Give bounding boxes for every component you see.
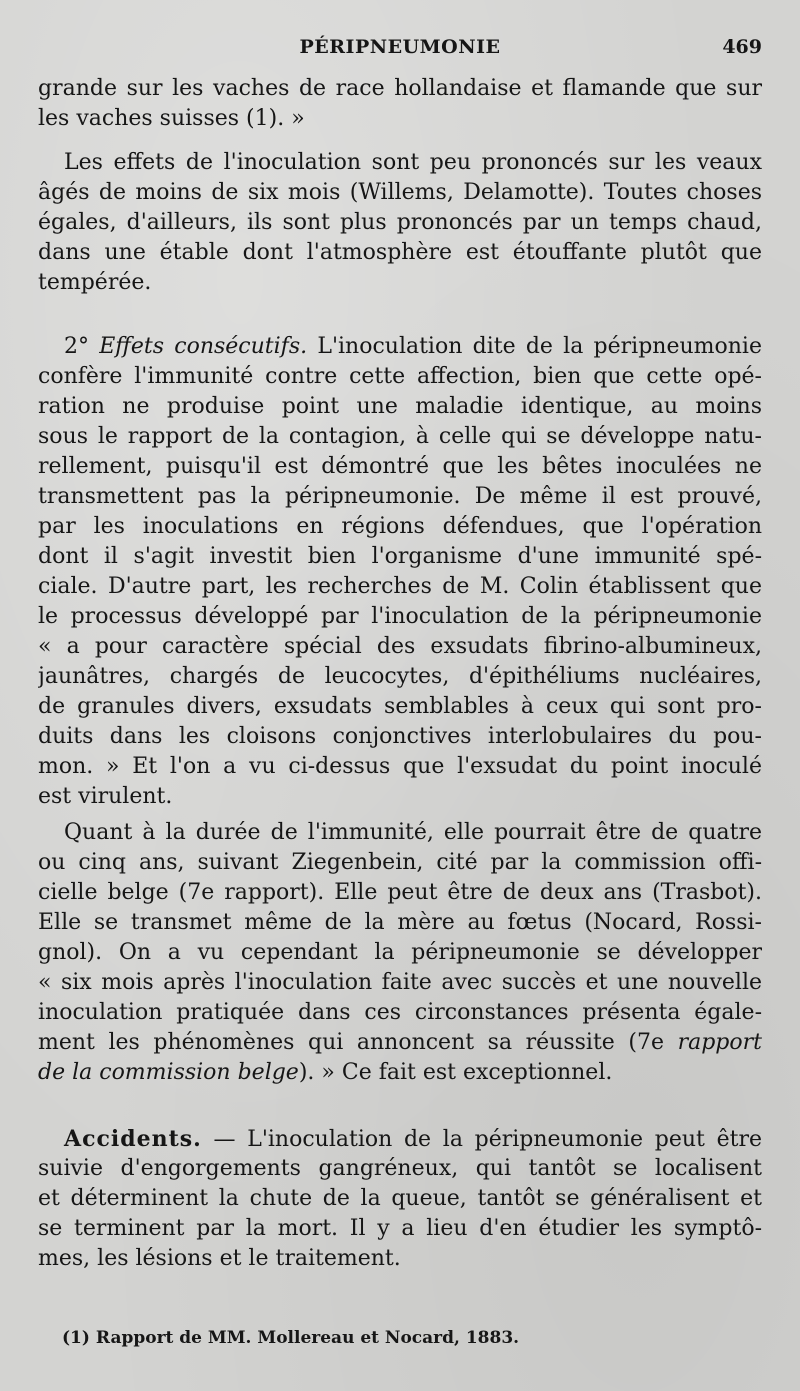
footnote <box>62 1326 762 1350</box>
paragraph-continuation <box>38 74 762 134</box>
text-run: L'inoculation dite de la péripneumonie <box>307 334 762 359</box>
text-line: suivie d'engorgements gangréneux, qui tantôt se localisent <box>38 1156 762 1181</box>
paragraph-accidents <box>38 1124 762 1274</box>
section-number: 2° <box>64 334 100 359</box>
text-run: ). » Ce fait est exceptionnel. <box>298 1060 613 1085</box>
page-header <box>38 36 762 64</box>
text-line: gnol). On a vu cependant la péripneumonie se développer <box>38 940 762 965</box>
text-line: dans une étable dont l'atmosphère est étouffante plutôt que <box>38 240 762 265</box>
text-line <box>38 1124 762 1154</box>
text-line: se terminent par la mort. Il y a lieu d'en étudier les symptô- <box>38 1216 762 1241</box>
text-line: sous le rapport de la contagion, à celle qui se développe natu- <box>38 424 762 449</box>
text-line: ciale. D'autre part, les recherches de M. Colin établissent que <box>38 574 762 599</box>
text-line <box>38 1058 762 1088</box>
text-run: ment les phénomènes qui annoncent sa réussite (7e <box>38 1030 665 1055</box>
text-line: confère l'immunité contre cette affection, bien que cette opé- <box>38 364 762 389</box>
text-line: duits dans les cloisons conjonctives interlobulaires du pou- <box>38 724 762 749</box>
page-number: 469 <box>722 36 762 58</box>
text-line: et déterminent la chute de la queue, tantôt se généralisent et <box>38 1186 762 1211</box>
text-line: inoculation pratiquée dans ces circonstances présenta égale- <box>38 1000 762 1025</box>
text-line: les vaches suisses (1). » <box>38 106 305 131</box>
text-line: par les inoculations en régions défendues, que l'opération <box>38 514 762 539</box>
paragraph-duree-immunite <box>38 818 762 1088</box>
text-line: ration ne produise point une maladie identique, au moins <box>38 394 762 419</box>
text-line: « a pour caractère spécial des exsudats fibrino-albumineux, <box>38 634 762 659</box>
text-line: transmettent pas la péripneumonie. De même il est prouvé, <box>38 484 762 509</box>
text-line: ou cinq ans, suivant Ziegenbein, cité par la commission offi- <box>38 850 762 875</box>
text-line: dont il s'agit investit bien l'organisme d'une immunité spé- <box>38 544 762 569</box>
text-line: tempérée. <box>38 270 152 295</box>
footnote-text: Rapport de MM. Mollereau et Nocard, 1883. <box>95 1328 520 1348</box>
citation-italic: rapport <box>677 1030 762 1055</box>
section-heading: Accidents. <box>64 1126 202 1152</box>
text-line: Quant à la durée de l'immunité, elle pourrait être de quatre <box>64 820 762 845</box>
text-run: — L'inoculation de la péripneumonie peut être <box>201 1127 762 1152</box>
text-line <box>38 332 762 362</box>
text-line: rellement, puisqu'il est démontré que les bêtes inoculées ne <box>38 454 762 479</box>
paragraph-effets-consecutifs <box>38 332 762 812</box>
text-line: mes, les lésions et le traitement. <box>38 1246 401 1271</box>
text-line: jaunâtres, chargés de leucocytes, d'épithéliums nucléaires, <box>38 664 762 689</box>
text-line: « six mois après l'inoculation faite avec succès et une nouvelle <box>38 970 762 995</box>
text-line: de granules divers, exsudats semblables à ceux qui sont pro- <box>38 694 762 719</box>
text-line: âgés de moins de six mois (Willems, Delamotte). Toutes choses <box>38 180 762 205</box>
text-line: mon. » Et l'on a vu ci-dessus que l'exsudat du point inoculé <box>38 754 762 779</box>
text-line: cielle belge (7e rapport). Elle peut être de deux ans (Trasbot). <box>38 880 762 905</box>
text-line: est virulent. <box>38 784 173 809</box>
citation-italic: de la commission belge <box>38 1060 299 1085</box>
text-line: égales, d'ailleurs, ils sont plus prononcés par un temps chaud, <box>38 210 762 235</box>
paragraph-effets-veaux <box>38 148 762 298</box>
text-line: grande sur les vaches de race hollandaise et flamande que sur <box>38 76 762 101</box>
text-line: le processus développé par l'inoculation de la péripneumonie <box>38 604 762 629</box>
text-line: Les effets de l'inoculation sont peu prononcés sur les veaux <box>64 150 762 175</box>
footnote-mark: (1) <box>62 1328 90 1348</box>
running-title: PÉRIPNEUMONIE <box>299 36 501 58</box>
text-line <box>38 1028 762 1058</box>
section-title: Effets consécutifs. <box>99 334 308 359</box>
text-line: Elle se transmet même de la mère au fœtus (Nocard, Rossi- <box>38 910 762 935</box>
